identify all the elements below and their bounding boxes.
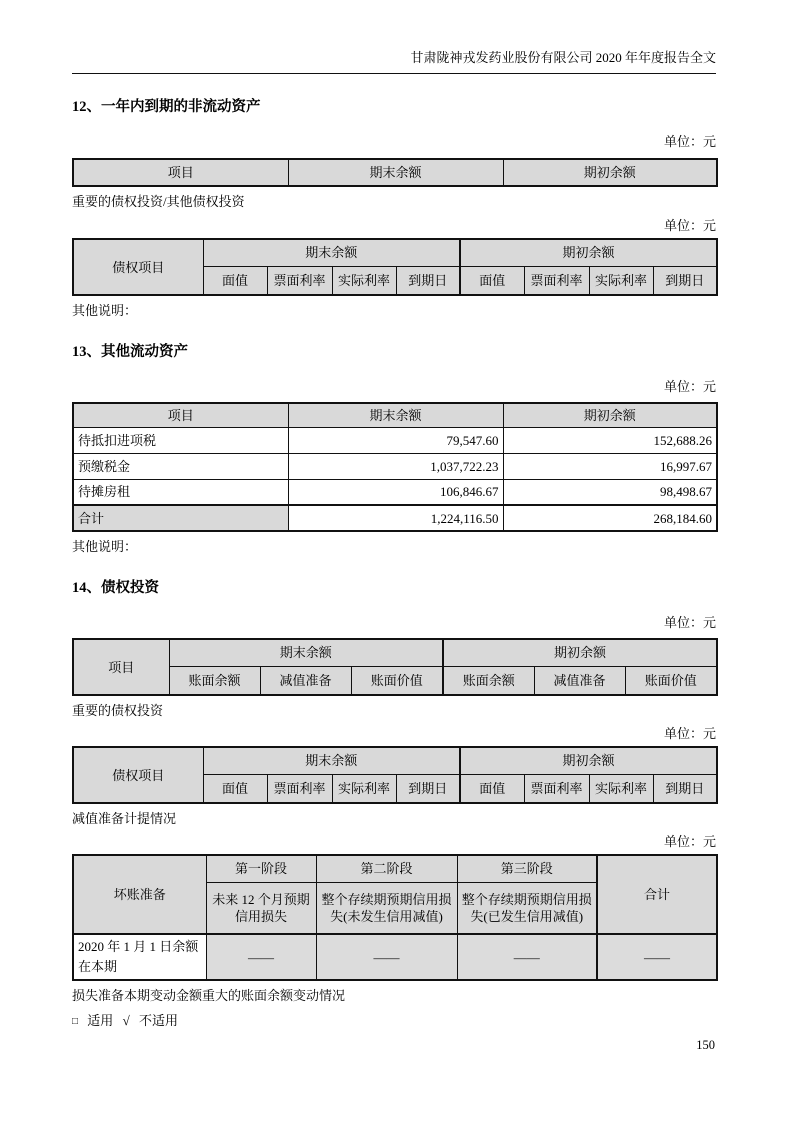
ending-balance-total: 1,224,116.50: [288, 505, 503, 531]
s12-debt-investment-table: [72, 238, 718, 296]
table-row: [73, 427, 717, 453]
col-header-effective-rate: 实际利率: [589, 266, 653, 295]
col-header-beginning-balance: 期初余额: [503, 159, 717, 186]
section-14-heading: 14、债权投资: [72, 580, 159, 596]
s14-impairment-note: 减值准备计提情况: [72, 811, 177, 826]
table-header-row: [73, 403, 717, 427]
s13-other-current-assets-table: [72, 402, 718, 532]
col-header-stage-2-desc: 整个存续期预期信用损失(未发生信用减值): [316, 882, 457, 934]
checkbox-unchecked-icon: □: [72, 1016, 79, 1027]
beginning-balance-value: 98,498.67: [503, 479, 717, 505]
unit-label: 单位：元: [663, 134, 716, 149]
row-item-label: 待抵扣进项税: [73, 427, 288, 453]
table-header-row: [73, 747, 717, 774]
s14-bad-debt-provision-table: [72, 854, 718, 981]
col-header-face-value: 面值: [203, 266, 267, 295]
unit-label: 单位：元: [663, 615, 716, 630]
col-header-debt-item: 债权项目: [73, 747, 203, 803]
col-header-maturity: 到期日: [653, 266, 717, 295]
s14-important-debt-note: 重要的债权投资: [72, 703, 164, 718]
s13-other-note: 其他说明：: [72, 539, 138, 554]
group-header-ending: 期末余额: [203, 239, 460, 266]
ending-balance-value: 1,037,722.23: [288, 453, 503, 479]
s12-noncurrent-assets-table: [72, 158, 718, 187]
s12-other-note: 其他说明：: [72, 303, 138, 318]
stage-3-value: ——: [457, 934, 597, 980]
ending-balance-value: 79,547.60: [288, 427, 503, 453]
stage-2-value: ——: [316, 934, 457, 980]
table-header-row: [73, 239, 717, 266]
col-header-stage-1: 第一阶段: [206, 855, 316, 882]
col-header-bad-debt-provision: 坏账准备: [73, 855, 206, 934]
applicable-line: [72, 1013, 716, 1030]
col-header-stage-2: 第二阶段: [316, 855, 457, 882]
col-header-effective-rate: 实际利率: [589, 774, 653, 803]
total-row-label: 合计: [73, 505, 288, 531]
row-item-label: 待摊房租: [73, 479, 288, 505]
col-header-item: 项目: [73, 403, 288, 427]
section-12-heading: 12、一年内到期的非流动资产: [72, 99, 261, 115]
unit-label: 单位：元: [663, 218, 716, 233]
table-row: [73, 453, 717, 479]
col-header-effective-rate: 实际利率: [332, 774, 396, 803]
table-row: [73, 479, 717, 505]
section-13-heading: 13、其他流动资产: [72, 344, 188, 360]
col-header-book-value: 账面价值: [351, 666, 443, 695]
s14-debt-investment-detail-table: [72, 746, 718, 804]
group-header-beginning: 期初余额: [460, 239, 717, 266]
group-header-beginning: 期初余额: [443, 639, 717, 666]
table-header-row: [73, 159, 717, 186]
document-header: [72, 50, 716, 74]
col-header-book-value: 账面价值: [625, 666, 717, 695]
group-header-ending: 期末余额: [203, 747, 460, 774]
row-item-label: 预缴税金: [73, 453, 288, 479]
table-total-row: [73, 505, 717, 531]
col-header-coupon-rate: 票面利率: [267, 266, 332, 295]
beginning-balance-total: 268,184.60: [503, 505, 717, 531]
col-header-impairment: 减值准备: [260, 666, 351, 695]
stage-1-value: ——: [206, 934, 316, 980]
col-header-coupon-rate: 票面利率: [524, 774, 589, 803]
table-header-row: [73, 855, 717, 882]
col-header-face-value: 面值: [203, 774, 267, 803]
col-header-maturity: 到期日: [396, 266, 460, 295]
s14-debt-investment-value-table: [72, 638, 718, 696]
col-header-maturity: 到期日: [653, 774, 717, 803]
col-header-face-value: 面值: [460, 774, 524, 803]
col-header-ending-balance: 期末余额: [288, 403, 503, 427]
col-header-total: 合计: [597, 855, 717, 934]
total-value: ——: [597, 934, 717, 980]
unit-label: 单位：元: [663, 379, 716, 394]
col-header-debt-item: 债权项目: [73, 239, 203, 295]
col-header-stage-3: 第三阶段: [457, 855, 597, 882]
group-header-ending: 期末余额: [169, 639, 443, 666]
col-header-face-value: 面值: [460, 266, 524, 295]
unit-label: 单位：元: [663, 834, 716, 849]
col-header-impairment: 减值准备: [534, 666, 625, 695]
s14-change-note: 损失准备本期变动金额重大的账面余额变动情况: [72, 988, 346, 1003]
beginning-balance-value: 152,688.26: [503, 427, 717, 453]
table-row: [73, 934, 717, 980]
col-header-ending-balance: 期末余额: [288, 159, 503, 186]
table-header-row: [73, 639, 717, 666]
check-mark-icon: √: [122, 1013, 130, 1028]
col-header-maturity: 到期日: [396, 774, 460, 803]
col-header-stage-3-desc: 整个存续期预期信用损失(已发生信用减值): [457, 882, 597, 934]
s12-important-debt-note: 重要的债权投资/其他债权投资: [72, 194, 245, 209]
col-header-coupon-rate: 票面利率: [524, 266, 589, 295]
page-number: 150: [696, 1038, 715, 1052]
beginning-balance-value: 16,997.67: [503, 453, 717, 479]
not-applicable-label: 不适用: [138, 1013, 178, 1028]
table-subheader-row: [73, 666, 717, 695]
col-header-item: 项目: [73, 159, 288, 186]
col-header-stage-1-desc: 未来 12 个月预期信用损失: [206, 882, 316, 934]
ending-balance-value: 106,846.67: [288, 479, 503, 505]
row-item-label: 2020 年 1 月 1 日余额在本期: [73, 934, 206, 980]
col-header-item: 项目: [73, 639, 169, 695]
col-header-book-balance: 账面余额: [443, 666, 534, 695]
applicable-label: 适用: [87, 1013, 114, 1028]
col-header-coupon-rate: 票面利率: [267, 774, 332, 803]
col-header-effective-rate: 实际利率: [332, 266, 396, 295]
col-header-beginning-balance: 期初余额: [503, 403, 717, 427]
report-title: 甘肃陇神戎发药业股份有限公司 2020 年年度报告全文: [410, 50, 716, 65]
unit-label: 单位：元: [663, 726, 716, 741]
col-header-book-balance: 账面余额: [169, 666, 260, 695]
group-header-beginning: 期初余额: [460, 747, 717, 774]
